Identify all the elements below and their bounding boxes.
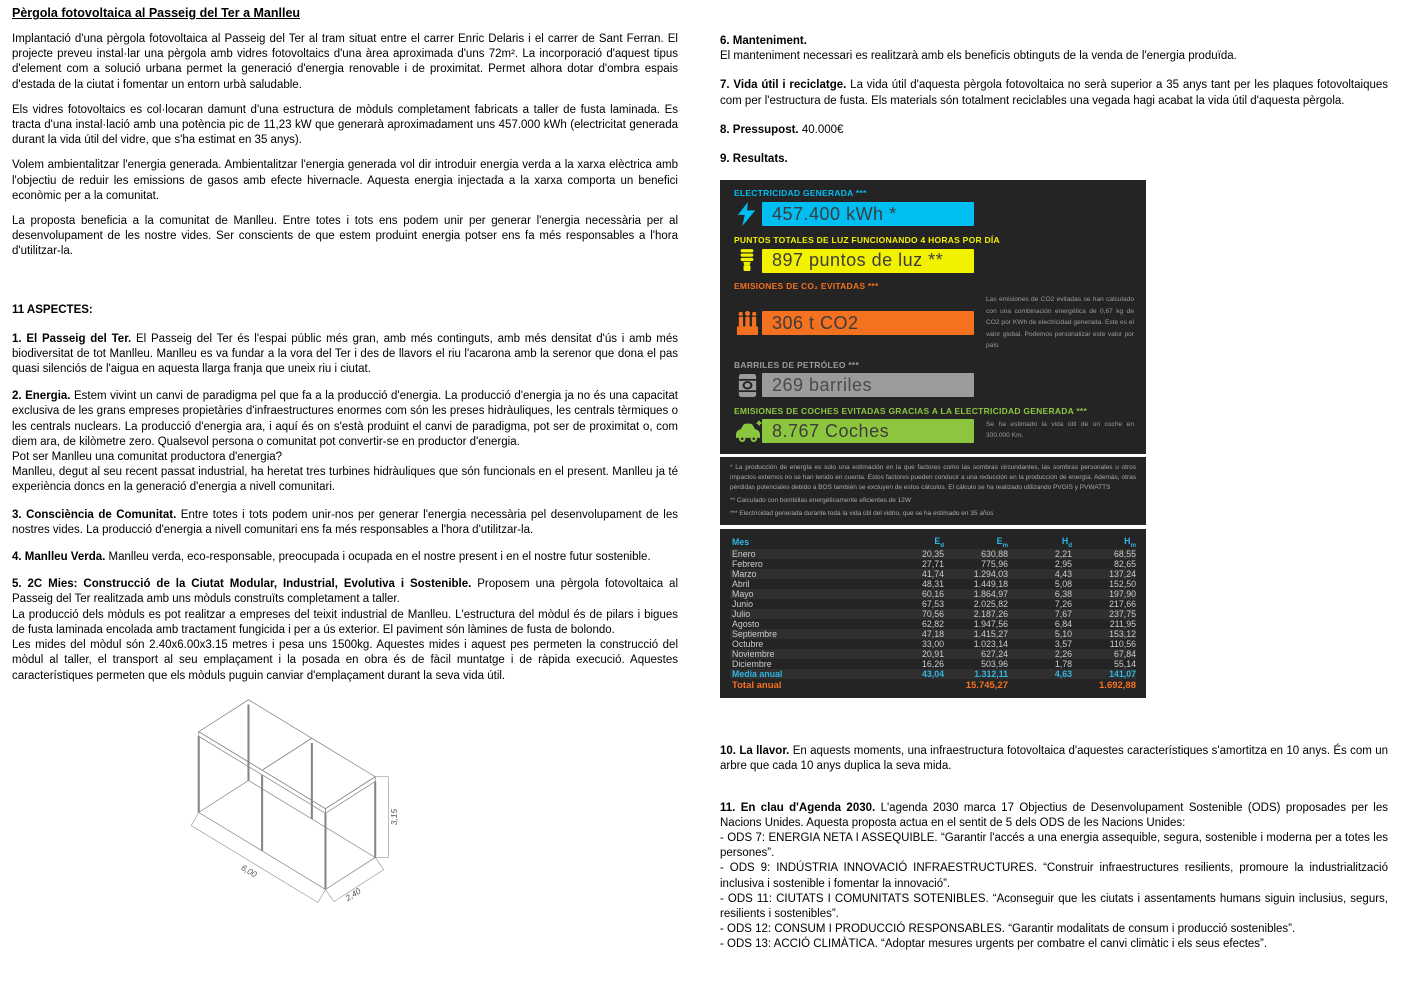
table-value: 237,75 (1109, 609, 1136, 620)
table-row (730, 579, 1136, 589)
stat-label: EMISIONES DE COCHES EVITADAS GRACIAS A LA ELECTRICIDAD GENERADA *** (734, 405, 1088, 416)
stat-label: EMISIONES DE CO₂ EVITADAS *** (734, 281, 879, 292)
stat-light-points (732, 235, 1134, 273)
table-value: 47,18 (921, 629, 944, 640)
table-row (730, 619, 1136, 629)
table-value: 1.312,11 (974, 669, 1008, 680)
section-text: La producció dels mòduls es pot realitzar a empreses del teixit industrial de Manlleu. L'estructura del mòdul és de pilars i bigues de fusta laminada encolada amb tractament fungicida i per a ús exterior. El paviment són làmines de fusta de bolondo. (12, 608, 678, 636)
table-value: 60,16 (921, 589, 944, 600)
table-value: 67,84 (1113, 649, 1136, 660)
table-value: 137,24 (1109, 569, 1136, 580)
month-name: Octubre (732, 639, 764, 650)
table-value: 67,53 (921, 599, 944, 610)
table-value: 503,96 (981, 659, 1008, 670)
section-text: Manlleu, degut al seu recent passat industrial, ha heretat tres turbines hidràuliques que són funcionals en el present. Manlleu ja té experiència doncs en la generació d'energia a nivell comunitari. (12, 466, 678, 494)
header-letter: H (1061, 535, 1069, 546)
table-value: 1.692,88 (1099, 680, 1136, 692)
col-header-hd (1008, 536, 1072, 549)
table-value: 16,26 (921, 659, 944, 670)
table-value: 2,26 (1054, 649, 1072, 660)
table-value: 211,95 (1109, 619, 1136, 630)
table-value: 1.947,56 (973, 619, 1008, 630)
section-text: 40.000€ (801, 123, 844, 136)
table-value: 82,65 (1113, 559, 1136, 570)
table-value: 62,82 (921, 619, 944, 630)
table-value: 775,96 (981, 559, 1008, 570)
table-value: 33,00 (921, 639, 944, 650)
right-column (720, 0, 1388, 965)
table-value: 15.745,27 (965, 680, 1008, 692)
section-text: Proposem una pèrgola fotovoltaica al Passeig del Ter realitzada amb uns mòduls construïts completament a taller. (12, 578, 678, 606)
stat-electricity (732, 188, 1134, 227)
header-letter: E (996, 535, 1003, 546)
stat-car-emissions (732, 406, 1134, 444)
car-icon (732, 419, 762, 444)
month-name: Febrero (732, 559, 763, 570)
table-value: 7,26 (1054, 599, 1072, 610)
stat-label: PUNTOS TOTALES DE LUZ FUNCIONANDO 4 HORAS POR DÍA (734, 235, 1000, 246)
table-value: 1.294,03 (973, 569, 1008, 580)
module-drawing (152, 696, 452, 931)
table-value: 70,56 (921, 609, 944, 620)
results-table-rows (730, 549, 1136, 669)
aspects-heading: 11 ASPECTES: (12, 303, 93, 316)
table-value: 2.187,26 (973, 609, 1008, 620)
table-value: 27,71 (921, 559, 944, 570)
month-name: Junio (732, 599, 754, 610)
header-subscript: d (1068, 541, 1072, 549)
table-value: 20,35 (921, 549, 944, 560)
month-name: Septiembre (732, 629, 777, 640)
table-value: 1.864,97 (973, 589, 1008, 600)
table-value: 6,84 (1054, 619, 1072, 630)
month-name: Noviembre (732, 649, 775, 660)
dimension-label-height: 3,15 (388, 808, 399, 826)
ods-item: - ODS 9: INDÚSTRIA INNOVACIÓ INFRAESTRUCTURES. “Construir infraestructures resilients, promoure la industrialització inclusiva i sostenible i fomentar la innovació”. (720, 862, 1388, 890)
section-text: La vida útil d'aquesta pèrgola fotovoltaica no serà superior a 35 anys tant per les plaques fotovoltaiques com per l'estructura de fusta. Els materials són totalment reciclables una vegada hagi acabat la vida útil d'aquesta pèrgola. (720, 79, 1389, 107)
section-text: En aquests moments, una infraestructura fotovoltaica d'aquestes característiques s'amortitza en 10 anys. És com un arbre que cada 10 anys duplica la seva mida. (720, 745, 1389, 773)
table-value: 1.023,14 (973, 639, 1008, 650)
table-value: 2,21 (1054, 549, 1072, 560)
stat-label: ELECTRICIDAD GENERADA *** (734, 188, 867, 199)
stat-note: Las emisiones de CO2 evitadas se han calculado con una combinación energética de 0,67 kg de CO2 por KWh de electricidad generada. Este es el valor global. Podemos personalizar este valor por país (986, 296, 1134, 350)
table-row (730, 569, 1136, 579)
table-value: 4,43 (1054, 569, 1072, 580)
footnote: ** Calculado con bombillas energéticamente eficientes de 12W (730, 497, 912, 505)
stat-value-box (762, 311, 974, 335)
table-value: 141,07 (1109, 669, 1136, 680)
table-value: 20,91 (921, 649, 944, 660)
section-text: Pot ser Manlleu una comunitat productora d'energia? (12, 451, 283, 464)
stat-oil-barrels (732, 360, 1134, 398)
col-header-em (944, 536, 1008, 549)
table-value: 3,57 (1054, 639, 1072, 650)
infographic-panel (720, 180, 1146, 454)
table-value: 197,90 (1109, 589, 1136, 600)
header-letter: H (1124, 535, 1131, 546)
section-text: Manlleu verda, eco-responsable, preocupada i ocupada en el nostre present i en el nostre futur sostenible. (108, 551, 651, 564)
stat-value-box (762, 249, 974, 273)
section-text: L'agenda 2030 marca 17 Objectius de Desenvolupament Sostenible (ODS) proposades per les Nacions Unides. Aquesta proposta actua en el sentit de 5 dels ODS de les Nacions Unides: (720, 801, 1388, 829)
month-name: Media anual (732, 669, 783, 680)
results-table (720, 529, 1146, 698)
table-value: 630,88 (981, 549, 1008, 560)
section-8 (720, 123, 1388, 138)
footnote: *** Electricidad generada durante toda la vida útil del vidrio, que se ha estimado en 35 años (730, 510, 994, 518)
ods-item: - ODS 13: ACCIÓ CLIMÀTICA. “Adoptar mesures urgents per combatre el canvi climàtic i els seus efectes”. (720, 938, 1268, 951)
col-header-hm (1072, 536, 1136, 549)
section-text: Entre totes i tots podem unir-nos per generar l'energia necessària pel desenvolupament de les nostres vides. La producció d'energia a nivell comunitari ens fa més responsables a l'hora d'utilitzar-la. (12, 508, 678, 536)
table-value: 4,63 (1054, 669, 1072, 680)
month-name: Marzo (732, 569, 757, 580)
section-lead: 11. En clau d'Agenda 2030. (720, 801, 876, 814)
section-lead: 1. El Passeig del Ter. (12, 332, 132, 345)
section-3 (12, 508, 678, 538)
stat-value-box (762, 373, 974, 397)
stat-value: 897 puntos de luz ** (772, 250, 944, 271)
month-name: Diciembre (732, 659, 772, 670)
table-value: 627,24 (981, 649, 1008, 660)
section-text: Estem vivint un canvi de paradigma pel que fa a la producció d'energia. La producció d'energia ja no és una capacitat exclusiva de les grans empreses propietàries d'infraestructures enormes com són les preses hidràuliques, les centrals tèrmiques o les centrals nuclears. La producció d'energia ara, i aquí és on s'està produint el canvi de paradigma, pot ser de proximitat o, com diem ara, de kilòmetre zero. Qualsevol persona o comunitat pot convertir-se en productor d'energia. (12, 390, 678, 448)
table-row (730, 599, 1136, 609)
section-10 (720, 744, 1388, 774)
header-subscript: m (1002, 541, 1008, 549)
stat-note: Se ha estimado la vida útil de un coche en 300.000 Km. (986, 420, 1134, 440)
stat-value: 269 barriles (772, 374, 873, 395)
stat-value-box (762, 419, 974, 443)
section-lead: 4. Manlleu Verda. (12, 551, 106, 564)
table-value: 217,66 (1109, 599, 1136, 610)
header-subscript: d (940, 541, 944, 549)
table-row (730, 559, 1136, 569)
factory-icon (732, 311, 762, 336)
ods-item: - ODS 7: ENERGIA NETA I ASSEQUIBLE. “Garantir l'accés a una energia assequible, segura, sostenible i moderna per a totes les persones”. (720, 832, 1388, 860)
intro-paragraph: Implantació d'una pèrgola fotovoltaica al Passeig del Ter al tram situat entre el carrer Enric Delaris i el carrer de Sant Ferran. El projecte preveu instal·lar una pèrgola amb vidres fotovoltaics d'una àrea aproximada d'uns 72m². La incorporació d'aquest tipus d'element com a solució urbana permet la generació d'energia renovable i de proximitat. Permet alhora dotar d'ombra espais d'estada de la ciutat i fomentar un entorn urbà saludable. (12, 33, 678, 91)
stat-co2-emissions (732, 281, 1134, 352)
left-column (12, 0, 678, 931)
stat-value-box (762, 202, 974, 226)
table-row (730, 589, 1136, 599)
lightning-icon (732, 201, 762, 227)
section-1 (12, 332, 678, 378)
section-9 (720, 152, 1388, 167)
infographic-footnotes (720, 457, 1146, 525)
table-value: 152,50 (1109, 579, 1136, 590)
page-title: Pèrgola fotovoltaica al Passeig del Ter a Manlleu (12, 6, 301, 20)
table-row (730, 609, 1136, 619)
stat-label: BARRILES DE PETRÓLEO *** (734, 359, 860, 370)
section-text: El Passeig del Ter és l'espai públic més gran, amb més continguts, amb més densitat d'ús i amb més biodiversitat de tot Manlleu. Manlleu es va fundar a la vora del Ter i des de llavors el riu l'acarona amb la serenor que dona el pas quasi silenciós de l'aigua en aquesta llarga franja que uneix riu i ciutat. (12, 332, 678, 376)
table-value: 1.415,27 (973, 629, 1008, 640)
section-lead: 5. 2C Mies: Construcció de la Ciutat Modular, Industrial, Evolutiva i Sostenible. (12, 578, 472, 591)
table-value: 55,14 (1113, 659, 1136, 670)
table-value: 5,10 (1054, 629, 1072, 640)
table-value: 1,78 (1054, 659, 1072, 670)
table-value: 41,74 (921, 569, 944, 580)
ods-item: - ODS 12: CONSUM I PRODUCCIÓ RESPONSABLES. “Garantir modalitats de consum i producció sostenibles”. (720, 923, 1296, 936)
table-value: 2.025,82 (973, 599, 1008, 610)
section-lead: 9. Resultats. (720, 153, 788, 166)
month-name: Agosto (732, 619, 760, 630)
section-lead: 7. Vida útil i reciclatge. (720, 79, 847, 92)
col-header-ed (880, 536, 944, 549)
intro-paragraph: Volem ambientalitzar l'energia generada. Ambientalitzar l'energia generada vol dir introduir energia verda a la xarxa elèctrica amb l'objectiu de reduir les emissions de gasos amb efecte hivernacle. Aquesta energia injectada a la xarxa comporta un benefici econòmic per a la comunitat. (12, 159, 678, 202)
table-value: 2,95 (1054, 559, 1072, 570)
table-row (730, 659, 1136, 669)
table-row (730, 549, 1136, 559)
stat-value: 306 t CO2 (772, 312, 859, 333)
header-subscript: m (1130, 541, 1136, 549)
barrel-icon (732, 373, 762, 398)
table-value: 5,08 (1054, 579, 1072, 590)
stat-value: 457.400 kWh * (772, 203, 897, 224)
month-name: Abril (732, 579, 750, 590)
col-header-mes: Mes (732, 537, 750, 548)
section-lead: 10. La llavor. (720, 745, 790, 758)
section-text: El manteniment necessari es realitzarà amb els beneficis obtinguts de la venda de l'energia produïda. (720, 50, 1237, 63)
table-row (730, 639, 1136, 649)
section-lead: 2. Energia. (12, 390, 71, 403)
section-2 (12, 389, 678, 495)
month-name: Total anual (732, 680, 782, 692)
dimension-label-length: 6,00 (239, 862, 259, 880)
intro-paragraph: Els vidres fotovoltaics es col·locaran damunt d'una estructura de mòduls completament fabricats a taller de fusta laminada. Es tracta d'una instal·lació amb una potència pic de 11,23 kW que generarà aproximadament uns 457.000 kWh (electricitat generada durant la vida útil del vidre, que s'ha estimat en 35 anys). (12, 103, 678, 147)
section-7 (720, 78, 1388, 108)
table-value: 153,12 (1109, 629, 1136, 640)
dimension-label-width: 2,40 (343, 885, 363, 903)
table-value: 7,67 (1054, 609, 1072, 620)
table-value: 6,38 (1054, 589, 1072, 600)
table-row-total-anual (730, 679, 1136, 692)
ods-item: - ODS 11: CIUTATS I COMUNITATS SOTENIBLES. “Aconseguir que les ciutats i assentaments humans siguin inclusius, segurs, resilients i sostenibles”. (720, 892, 1388, 921)
section-11 (720, 801, 1388, 953)
table-value: 43,04 (921, 669, 944, 680)
section-lead: 6. Manteniment. (720, 35, 807, 47)
table-row (730, 629, 1136, 639)
table-row (730, 649, 1136, 659)
month-name: Enero (732, 549, 756, 560)
section-5 (12, 577, 678, 683)
footnote: * La producción de energía es solo una estimación en la que factores como las sombras circundantes, las sombras personales u otros impactos externos no se han tenido en cuenta. Estos factores pueden conducir a una reducción en la producción de energía. Además, otras pérdidas potenciales debido a BOS también se excluyen de estos cálculos. El cálculo se ha realizado utilizando PVGIS y PVWATTS (730, 463, 1136, 491)
table-header (730, 535, 1136, 549)
header-letter: E (934, 535, 941, 546)
stat-value: 8.767 Coches (772, 420, 890, 441)
month-name: Julio (732, 609, 751, 620)
section-lead: 8. Pressupost. (720, 123, 799, 136)
table-row-media-anual (730, 669, 1136, 679)
intro-paragraph: La proposta beneficia a la comunitat de Manlleu. Entre totes i tots ens podem unir per generar l'energia necessària per al desenvolupament de les nostre vides. Ser conscients de que estem produint energia potser ens fa més responsables a l'hora d'utilitzar-la. (12, 215, 678, 258)
section-6 (720, 34, 1388, 64)
section-lead: 3. Consciència de Comunitat. (12, 508, 177, 521)
section-4 (12, 550, 678, 565)
table-value: 48,31 (921, 579, 944, 590)
table-value: 110,56 (1109, 639, 1136, 650)
table-value: 68,55 (1113, 549, 1136, 560)
table-value: 1.449,18 (973, 579, 1008, 590)
month-name: Mayo (732, 589, 754, 600)
section-text: Les mides del mòdul són 2.40x6.00x3.15 metres i pesa uns 1500kg. Aquestes mides i aquest pes permeten la construcció del mòdul al taller, el transport al seu emplaçament i la posada en obra és de fàcil muntatge i de ràpida execució. Aquestes característiques permeten que els mòduls puguin canviar d'emplaçament durant la seva vida útil. (12, 639, 678, 682)
bulb-icon (732, 248, 762, 273)
